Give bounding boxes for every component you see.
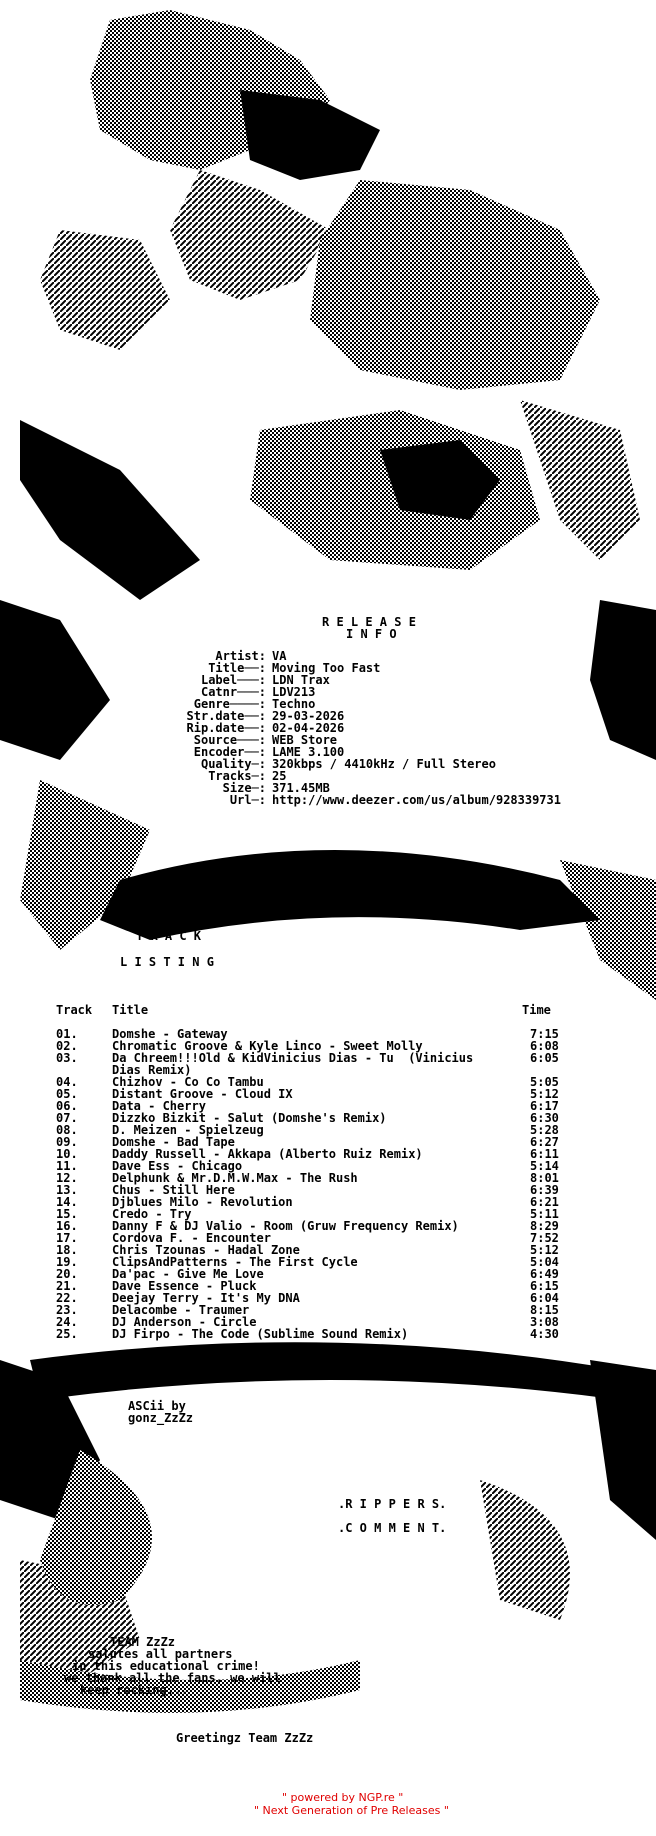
track-title: Data - Cherry — [112, 1099, 206, 1113]
track-number: 18. — [56, 1243, 78, 1257]
info-value: 25 — [272, 769, 287, 783]
info-label: Label───: — [200, 673, 266, 687]
info-value: 29-03-2026 — [272, 709, 345, 723]
info-label: Quality─: — [200, 757, 266, 771]
column-header-title: Title — [112, 1003, 149, 1017]
ascii-credit-line2: gonz_ZzZz — [128, 1411, 194, 1425]
track-time: 8:15 — [530, 1303, 559, 1317]
track-time: 6:27 — [530, 1135, 559, 1149]
comment-line-5: keep rocking... — [80, 1683, 189, 1697]
info-value: LAME 3.100 — [272, 745, 345, 759]
comment-line-3: in this educational crime! — [72, 1659, 260, 1673]
track-number: 10. — [56, 1147, 78, 1161]
track-title: Dave Essence - Pluck — [112, 1279, 257, 1293]
track-title: Danny F & DJ Valio - Room (Gruw Frequency Remix) — [112, 1219, 459, 1233]
track-title: Delacombe - Traumer — [112, 1303, 250, 1317]
column-header-time: Time — [522, 1003, 551, 1017]
track-number: 14. — [56, 1195, 78, 1209]
track-time: 7:52 — [530, 1231, 559, 1245]
track-time: 8:01 — [530, 1171, 559, 1185]
track-title: Deejay Terry - It's My DNA — [112, 1291, 300, 1305]
info-label: Genre────: — [193, 697, 266, 711]
track-time: 6:39 — [530, 1183, 559, 1197]
info-value: Techno — [272, 697, 316, 711]
track-number: 21. — [56, 1279, 78, 1293]
track-time: 7:15 — [530, 1027, 559, 1041]
track-number: 04. — [56, 1075, 78, 1089]
info-value[interactable]: http://www.deezer.com/us/album/928339731 — [272, 793, 561, 807]
track-number: 01. — [56, 1027, 78, 1041]
track-number: 15. — [56, 1207, 78, 1221]
track-number: 08. — [56, 1123, 78, 1137]
track-time: 6:15 — [530, 1279, 559, 1293]
track-time: 6:17 — [530, 1099, 559, 1113]
track-title: Da'pac - Give Me Love — [112, 1267, 264, 1281]
column-header-track: Track — [56, 1003, 93, 1017]
face-art — [20, 10, 640, 600]
track-time: 6:49 — [530, 1267, 559, 1281]
track-time: 6:04 — [530, 1291, 559, 1305]
comment-heading: .C O M M E N T. — [338, 1521, 447, 1535]
track-time: 5:11 — [530, 1207, 559, 1221]
track-number: 19. — [56, 1255, 78, 1269]
info-value: 320kbps / 4410kHz / Full Stereo — [272, 757, 496, 771]
track-title: Credo - Try — [112, 1207, 192, 1221]
info-value: VA — [272, 649, 287, 663]
info-label: Artist: — [215, 649, 266, 663]
track-time: 6:05 — [530, 1051, 559, 1065]
footer-powered-by: " powered by NGP.re " — [282, 1791, 404, 1804]
ascii-credit-line1: ASCii by — [128, 1399, 186, 1413]
track-number: 23. — [56, 1303, 78, 1317]
greetings: Greetingz Team ZzZz — [176, 1731, 314, 1745]
info-value: WEB Store — [272, 733, 338, 747]
track-title: Domshe - Bad Tape — [112, 1135, 235, 1149]
track-time: 8:29 — [530, 1219, 559, 1233]
track-number: 17. — [56, 1231, 78, 1245]
comment-line-1: TEAM ZzZz — [110, 1635, 176, 1649]
track-title: Distant Groove - Cloud IX — [112, 1087, 293, 1101]
release-info-subtitle: I N F O — [346, 627, 397, 641]
track-time: 4:30 — [530, 1327, 559, 1341]
track-title-continued: Dias Remix) — [112, 1063, 192, 1077]
track-time: 6:21 — [530, 1195, 559, 1209]
info-label: Rip.date──: — [186, 721, 266, 735]
info-value: 371.45MB — [272, 781, 330, 795]
info-value: 02-04-2026 — [272, 721, 345, 735]
track-title: Chromatic Groove & Kyle Linco - Sweet Molly — [112, 1039, 423, 1053]
track-number: 12. — [56, 1171, 78, 1185]
track-time: 6:08 — [530, 1039, 559, 1053]
track-number: 16. — [56, 1219, 78, 1233]
track-number: 11. — [56, 1159, 78, 1173]
track-number: 09. — [56, 1135, 78, 1149]
comment-line-4: we thank all the fans, we will — [64, 1671, 281, 1685]
footer-tagline: " Next Generation of Pre Releases " — [254, 1804, 449, 1817]
listing-heading: L I S T I N G — [120, 955, 214, 969]
info-value: LDN Trax — [272, 673, 330, 687]
info-value: Moving Too Fast — [272, 661, 381, 675]
track-title: Domshe - Gateway — [112, 1027, 228, 1041]
comment-line-2: salutes all partners — [88, 1647, 233, 1661]
track-title: Da Chreem!!!Old & KidVinicius Dias - Tu (Vinicius — [112, 1051, 474, 1065]
info-label: Tracks─: — [208, 769, 266, 783]
track-heading: T R A C K — [136, 929, 202, 943]
track-number: 22. — [56, 1291, 78, 1305]
track-time: 5:04 — [530, 1255, 559, 1269]
right-border-art — [560, 600, 656, 1540]
track-number: 05. — [56, 1087, 78, 1101]
track-title: Chus - Still Here — [112, 1183, 235, 1197]
track-title: Dave Ess - Chicago — [112, 1159, 243, 1173]
info-label: Size─: — [222, 781, 266, 795]
track-number: 07. — [56, 1111, 78, 1125]
track-title: Djblues Milo - Revolution — [112, 1195, 293, 1209]
track-number: 25. — [56, 1327, 78, 1341]
info-label: Catnr───: — [200, 685, 266, 699]
track-time: 5:28 — [530, 1123, 559, 1137]
track-time: 6:30 — [530, 1111, 559, 1125]
track-number: 02. — [56, 1039, 78, 1053]
track-time: 5:14 — [530, 1159, 559, 1173]
track-title: D. Meizen - Spielzeug — [112, 1123, 264, 1137]
track-title: Daddy Russell - Akkapa (Alberto Ruiz Remix) — [112, 1147, 423, 1161]
info-label: Str.date──: — [186, 709, 266, 723]
track-title: DJ Anderson - Circle — [112, 1315, 257, 1329]
info-label: Url─: — [229, 793, 266, 807]
track-title: Chizhov - Co Co Tambu — [112, 1075, 264, 1089]
track-title: DJ Firpo - The Code (Sublime Sound Remix) — [112, 1327, 409, 1341]
info-value: LDV213 — [272, 685, 316, 699]
track-time: 5:12 — [530, 1243, 559, 1257]
rippers-heading: .R I P P E R S. — [338, 1497, 447, 1511]
track-title: Delphunk & Mr.D.M.W.Max - The Rush — [112, 1171, 358, 1185]
release-info-title: R E L E A S E — [322, 615, 416, 629]
track-time: 6:11 — [530, 1147, 559, 1161]
info-label: Source───: — [193, 733, 266, 747]
track-time: 3:08 — [530, 1315, 559, 1329]
track-title: Cordova F. - Encounter — [112, 1231, 271, 1245]
track-title: ClipsAndPatterns - The First Cycle — [112, 1255, 358, 1269]
track-number: 24. — [56, 1315, 78, 1329]
info-label: Encoder──: — [193, 745, 266, 759]
track-number: 13. — [56, 1183, 78, 1197]
track-title: Chris Tzounas - Hadal Zone — [112, 1243, 300, 1257]
track-number: 03. — [56, 1051, 78, 1065]
track-title: Dizzko Bizkit - Salut (Domshe's Remix) — [112, 1111, 387, 1125]
info-label: Title──: — [208, 661, 266, 675]
track-time: 5:05 — [530, 1075, 559, 1089]
track-number: 06. — [56, 1099, 78, 1113]
track-number: 20. — [56, 1267, 78, 1281]
track-time: 5:12 — [530, 1087, 559, 1101]
